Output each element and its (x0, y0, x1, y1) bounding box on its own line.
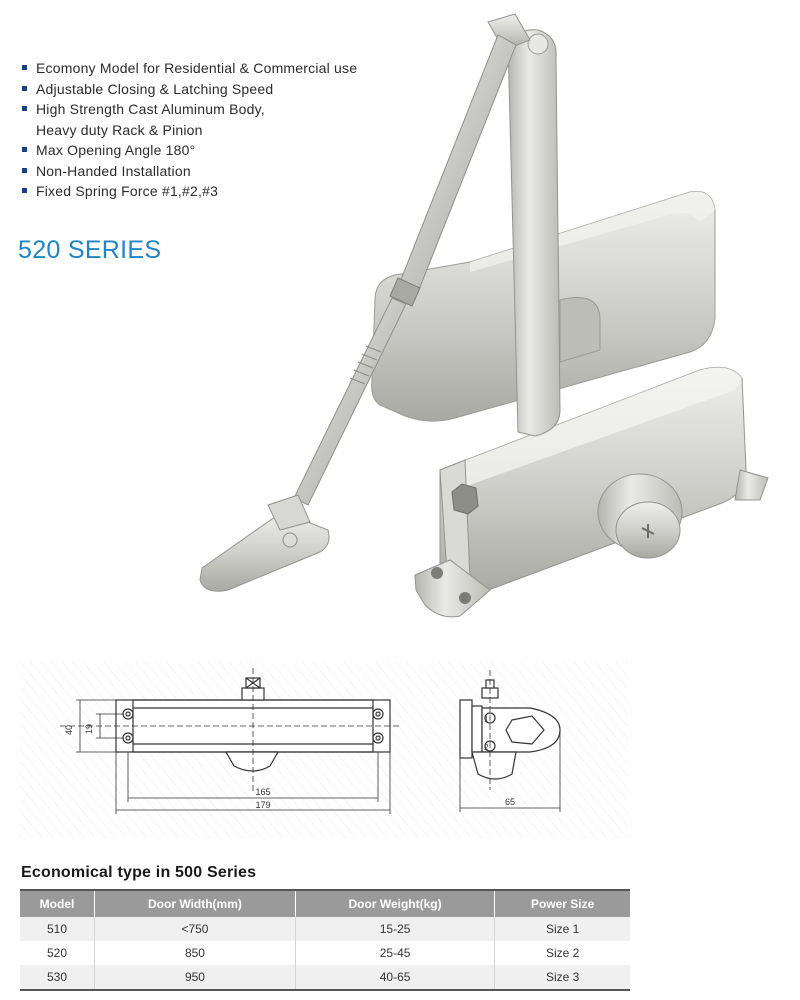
table-row (20, 941, 630, 965)
cell-door-weight: 25-45 (295, 941, 494, 965)
dim-65-label: 65 (504, 797, 516, 807)
dim-165-label: 165 (255, 787, 271, 797)
screw-label-2: 2 (484, 743, 489, 752)
technical-drawing (20, 662, 628, 838)
series-title: 520 SERIES (18, 236, 162, 264)
cell-model: 520 (20, 941, 94, 965)
cell-model: 530 (20, 965, 94, 990)
door-closer-image (190, 8, 780, 638)
cell-door-weight: 40-65 (295, 965, 494, 990)
bullet-icon (22, 86, 27, 91)
table-header-row (20, 890, 630, 917)
cell-door-weight: 15-25 (295, 917, 494, 941)
feature-text: Ecomony Model for Residential & Commercial use (36, 60, 358, 76)
table-row (20, 917, 630, 941)
bullet-icon (22, 147, 27, 152)
header-model: Model (20, 890, 94, 917)
dim-19-label: 19 (84, 723, 94, 735)
cell-door-width: 950 (94, 965, 295, 990)
header-door-weight: Door Weight(kg) (295, 890, 494, 917)
screw-label-1: 1 (484, 715, 489, 724)
feature-text: Heavy duty Rack & Pinion (36, 121, 203, 138)
feature-text: Fixed Spring Force #1,#2,#3 (36, 183, 219, 199)
feature-text: Non-Handed Installation (36, 162, 191, 179)
feature-text: Adjustable Closing & Latching Speed (36, 80, 274, 97)
cell-power-size: Size 3 (495, 965, 630, 990)
bullet-icon (22, 188, 27, 193)
bullet-icon (22, 106, 27, 111)
bullet-icon (22, 168, 27, 173)
cell-door-width: <750 (94, 917, 295, 941)
cell-door-width: 850 (94, 941, 295, 965)
dim-40-label: 40 (64, 724, 74, 736)
table-row (20, 965, 630, 990)
header-door-width: Door Width(mm) (94, 890, 295, 917)
cell-power-size: Size 1 (495, 917, 630, 941)
cell-model: 510 (20, 917, 94, 941)
feature-text: Max Opening Angle 180° (36, 142, 196, 158)
spec-table (20, 889, 630, 991)
table-title: Economical type in 500 Series (21, 864, 257, 881)
header-power-size: Power Size (495, 890, 630, 917)
feature-text: High Strength Cast Aluminum Body, (36, 101, 265, 117)
bullet-icon (22, 65, 27, 70)
cell-power-size: Size 2 (495, 941, 630, 965)
dim-179-label: 179 (255, 800, 271, 810)
